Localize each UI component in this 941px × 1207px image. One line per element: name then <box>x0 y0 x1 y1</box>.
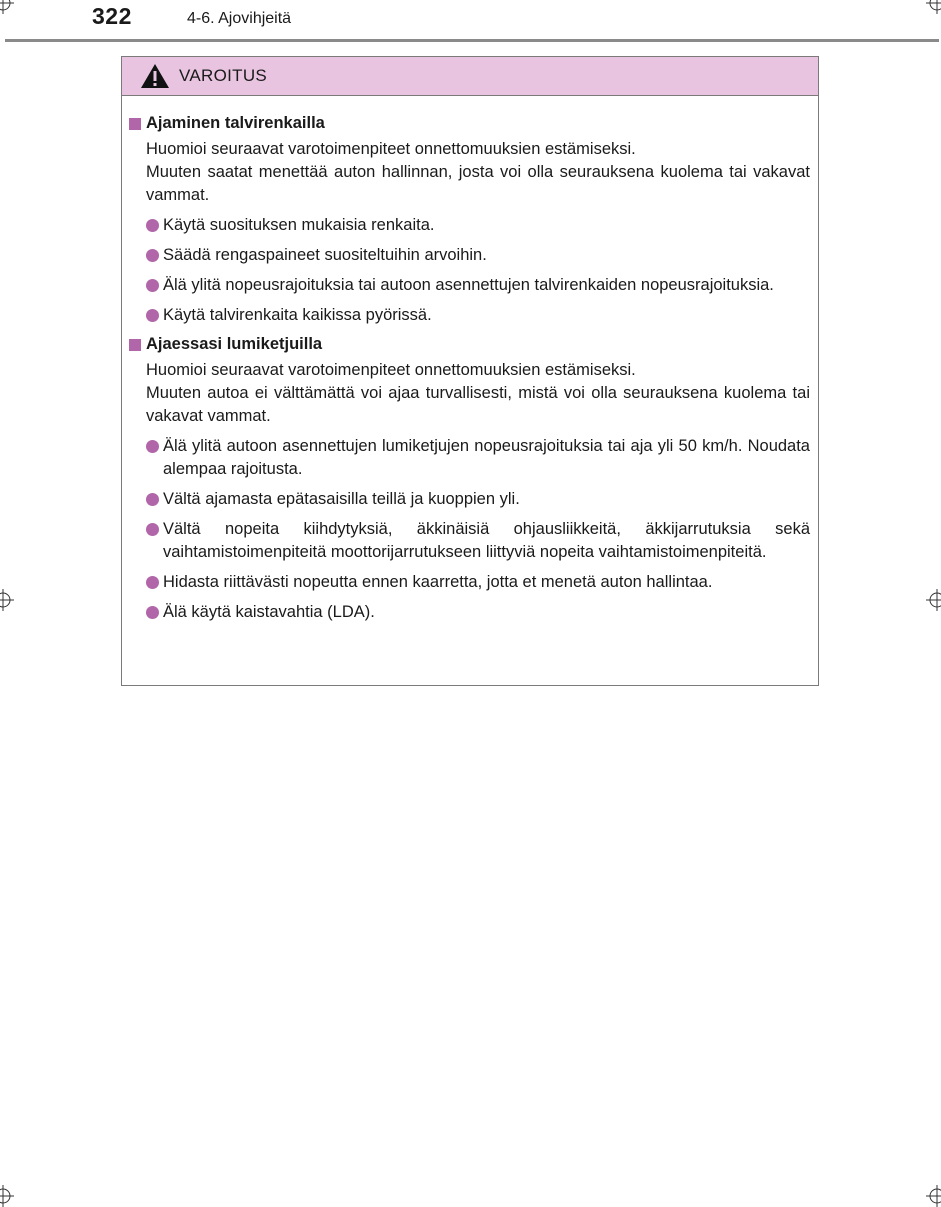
sub-heading-text: Ajaminen talvirenkailla <box>146 114 325 132</box>
list-item-text: Älä käytä kaistavahtia (LDA). <box>163 603 375 621</box>
list-item-text: Käytä suosituksen mukaisia renkaita. <box>163 216 435 234</box>
square-bullet-icon <box>129 118 141 130</box>
bullet-dot-icon <box>146 523 159 536</box>
list-item <box>129 304 810 327</box>
list-item-text: Käytä talvirenkaita kaikissa pyörissä. <box>163 306 432 324</box>
list-item <box>129 435 810 481</box>
list-item <box>129 488 810 511</box>
bullet-dot-icon <box>146 493 159 506</box>
crop-mark-icon <box>0 1185 14 1207</box>
list-item-text: Säädä rengaspaineet suositeltuihin arvoihin. <box>163 246 487 264</box>
list-item-text: Vältä nopeita kiihdytyksiä, äkkinäisiä ohjausliikkeitä, äkkijarrutuksia sekä vaihtamistoimenpiteitä moottorijarrutukseen liittyviä nopeita vaihtamistoimenpiteitä. <box>163 520 810 561</box>
list-item-text: Älä ylitä autoon asennettujen lumiketjujen nopeusrajoituksia tai aja yli 50 km/h. Noudata alempaa rajoitusta. <box>163 437 810 478</box>
intro-paragraph: Huomioi seuraavat varotoimenpiteet onnettomuuksien estämiseksi. <box>146 140 636 158</box>
sub-heading-text: Ajaessasi lumiketjuilla <box>146 335 323 353</box>
page-number: 322 <box>92 3 132 29</box>
section-title: 4-6. Ajovihjeitä <box>187 10 292 27</box>
sub-heading <box>129 333 810 356</box>
crop-mark-icon <box>926 1185 941 1207</box>
warning-label: VAROITUS <box>179 66 268 85</box>
bullet-dot-icon <box>146 606 159 619</box>
warning-section <box>129 333 810 624</box>
list-item <box>129 214 810 237</box>
list-item <box>129 244 810 267</box>
intro-paragraph: Muuten autoa ei välttämättä voi ajaa turvallisesti, mistä voi olla seurauksena kuolema tai vakavat vammat. <box>146 384 810 425</box>
warning-box <box>121 56 819 686</box>
bullet-dot-icon <box>146 219 159 232</box>
crop-mark-icon <box>0 589 14 611</box>
list-item-text: Älä ylitä nopeusrajoituksia tai autoon asennettujen talvirenkaiden nopeusrajoituksia. <box>163 276 774 294</box>
bullet-dot-icon <box>146 440 159 453</box>
list-item-text: Hidasta riittävästi nopeutta ennen kaarretta, jotta et menetä auton hallintaa. <box>163 573 713 591</box>
warning-body <box>122 96 818 624</box>
warning-triangle-icon <box>139 62 179 90</box>
bullet-dot-icon <box>146 309 159 322</box>
list-item <box>129 518 810 564</box>
list-item <box>129 274 810 297</box>
list-item <box>129 601 810 624</box>
crop-mark-icon <box>926 589 941 611</box>
sub-heading <box>129 112 810 135</box>
list-item <box>129 571 810 594</box>
bullet-dot-icon <box>146 279 159 292</box>
header-divider <box>5 39 939 42</box>
intro-paragraph: Muuten saatat menettää auton hallinnan, josta voi olla seurauksena kuolema tai vakavat vammat. <box>146 163 810 204</box>
crop-mark-icon <box>926 0 941 14</box>
warning-header <box>122 57 818 96</box>
bullet-dot-icon <box>146 249 159 262</box>
bullet-dot-icon <box>146 576 159 589</box>
list-item-text: Vältä ajamasta epätasaisilla teillä ja kuoppien yli. <box>163 490 520 508</box>
warning-section <box>129 112 810 327</box>
square-bullet-icon <box>129 339 141 351</box>
crop-mark-icon <box>0 0 14 14</box>
intro-paragraph: Huomioi seuraavat varotoimenpiteet onnettomuuksien estämiseksi. <box>146 361 636 379</box>
